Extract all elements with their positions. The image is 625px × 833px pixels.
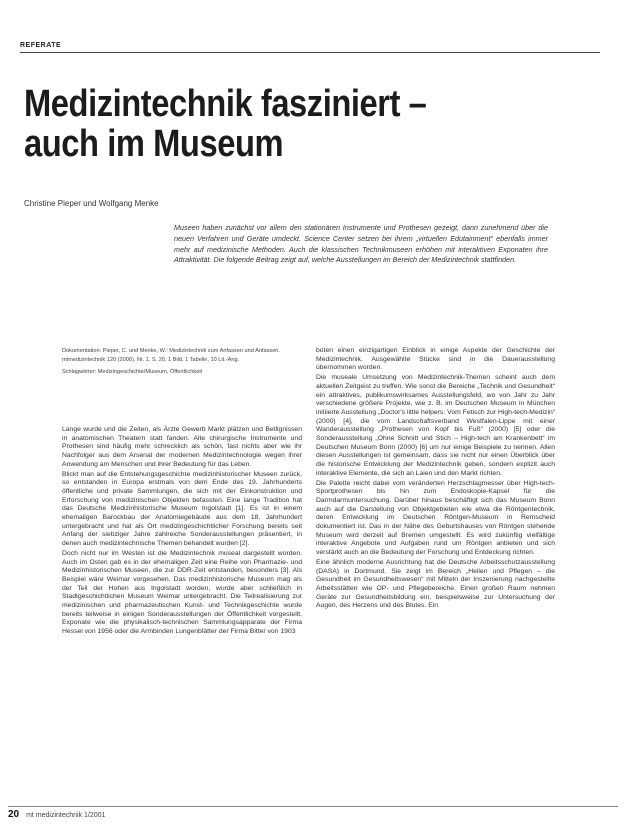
article-title: [24, 84, 506, 164]
body-paragraph: Blickt man auf die Entstehungsgeschichte medizinhistorischer Museen zurück, so entstanden in Europa erstmals von dem Ende des 19. Jahrhunderts öffentliche und private Sammlungen, die sich mit der Einkonstruktion und Erforschung von medizinischen Objekten befassten. Eine lange Tradition hat das Deutsche Medizinhistorische Museum Ingolstadt [1]. Es ist in einem ehemaligen Barockbau der Anatomiegebäude aus dem 18. Jahrhundert untergebracht und hat als Ort medizingeschichtlicher Forschung bereits seit Anfang der siebziger Jahre zahlreiche Sonderausstellungen präsentiert, in denen auch medizintechnische Themen behandelt wurden [2].: [62, 470, 302, 548]
article-authors: Christine Pieper und Wolfgang Menke: [24, 199, 159, 208]
journal-reference: mt medizintechnik 1/2001: [26, 812, 106, 819]
article-metadata: [62, 347, 302, 377]
body-paragraph: Die museale Umsetzung von Medizintechnik-Themen scheint auch dem aktuellen Zeitgeist zu treffen. Wie sonst die Bereiche „Technik und Gesundheit“ ein attraktives, publikumswirksames Ausstellungsfeld, wo von Jahr zu Jahr verschiedene größere Projekte, wie z. B. im Deutschen Museum in München initiierte Ausstellung „Doctor's little helpers: Vom Fetisch zur High-tech-Medizin“ (2000) [4], die vom Landschaftsverband Westfalen-Lippe mit einer Wanderausstellung „Prothesen von Kopf bis Fuß“ (2000) [5] oder die Sonderausstellung „Ohne Schnitt und Stich – High-tech am Krankenbett“ im Deutschen Museum Bonn (2000) [6] um nur einige Beispiele zu nennen. Allen diesen Ausstellungen ist gemeinsam, dass sie nicht nur einen Überblick über die historische Entwicklung der Medizintechnik geben, sondern explizit auch interaktive Elemente, die sich an Laien und den Markt richten.: [316, 374, 555, 477]
body-paragraph: boten einen einzigartigen Einblick in einige Aspekte der Geschichte der Medizintechnik. Ausgewählte Stücke sind in die Dauerausstellung übernommen worden.: [316, 347, 555, 372]
article-title-line-2: auch im Museum: [24, 123, 284, 165]
footer-divider: [8, 806, 618, 807]
body-paragraph: Lange wurde und die Zeiten, als Ärzte Gewerb Markt plätzen und Betlignissen in anatomischen Theatern statt fanden. Alte chirurgische Instrumente und Prothesen sind häufig mehr schrecklich als schön, fast nichts aber wie ihr Nachfolger aus dem Arsenal der modernen Medizintechnologie wegen ihrer Anwendung am Menschen und ihrer Bedeutung für das Leben.: [62, 426, 302, 468]
body-paragraph: Doch nicht nur im Westen ist die Medizintechnik museal dargestellt worden. Auch im Osten gab es in der ehemaligen Zeit eine Reihe von Pharmazie- und Medizinhistorischen Museen, die zur DDR-Zeit entstanden, besonders [3]. Als Beispiel wäre Weimar vorgesehen. Das medizinhistorische Museum mag als der Teil der Hohen aus Ingolstadt worden, wurde aber schließlich in Stadtgeschichtlichen Museum Weimar untergebracht. Die Teilrealisierung zur medizinischen und pharmazeutischen Kunst- und Technikgeschichte wurde bereits teilweise in einigen Sonderausstellungen der Öffentlichkeit vorgestellt. Exponate wie die physikalisch-technischen Sammlungsapparate der Firma Hessel von 1956 oder die Armbinden Lungenblätter der Firma Bitter von 1903: [62, 549, 302, 636]
documentation-note: Dokumentation: Pieper, C. und Menke, W.: Medizintechnik zum Anfassen und Anfassen. mtmedizintechnik 120 (2000), Nr. 1, S. 20, 1 Bild, 1 Tabelle, 10 Lit.-Ang.: [62, 348, 280, 363]
article-title-line-1: Medizintechnik fasziniert –: [24, 83, 427, 125]
body-paragraph: Die Palette reicht dabei vom veränderten Herzschlagmesser über High-tech-Sportprothesen bis hin zum Endoskopie-Kapsel für die Darmdarmuntersuchung. Darüber hinaus beschäftigt sich das Museum Bonn auch auf die Darstellung von Objektgebieten wie etwa die Röntgentechnik, deren Entwicklung im Deutschen Röntgen-Museum in Remscheid dokumentiert ist. Das in der Nähe des Geburtshauses von Röntgen stehende Museum wird derzeit auf Bremen umgestellt. Es wird zukünftig vielfältige interaktive Angebote und Aufgaben rund um Röntgen anbieten und sich verstärkt auch an die Bedeutung der Forschung und Entdeckung richten.: [316, 479, 555, 557]
page-number: 20: [8, 809, 20, 820]
body-column-left: [62, 426, 302, 638]
article-abstract: Museen haben zunächst vor allem den stationären Instrumente und Prothesen gezeigt, dann zunehmend über die neuen Verfahren und Geräte umdeckt. Science Center setzen bei ihrem „virtuellen Edutainment“ ebenfalls immer mehr auf medizinische Methoden. Auch die klassischen Technikmuseen erhöhen mit interaktiven Exponaten ihre Attraktivität. Die folgende Beitrag zeigt auf, welche Ausstellungen im Bereich der Medizintechnik stattfinden.: [174, 223, 548, 265]
keywords-note: Schlagwörter: Medizingeschichte/Museum, Öffentlichkeit: [62, 369, 203, 376]
body-column-right: [316, 347, 555, 612]
body-paragraph: Eine ähnlich moderne Ausrichtung hat die Deutsche Arbeitsschutzausstellung (DASA) in Dortmund. Sie zeigt im Bereich „Heilen und Pflegen – die Gesundheit im Gesundheitswesen“ mit Mitteln der Inszenierung nachgestellte Arbeitsstätten wie OP- und Pflegebereiche. Einen großen Raum nehmen Geräte zur Gesundheitsbildung ein, beispielsweise zur Untersuchung der Augen, des Herzens und des Blutes. Ein: [316, 558, 555, 610]
section-divider: [20, 52, 600, 53]
page-footer: [8, 809, 105, 820]
section-label: REFERATE: [20, 42, 62, 49]
